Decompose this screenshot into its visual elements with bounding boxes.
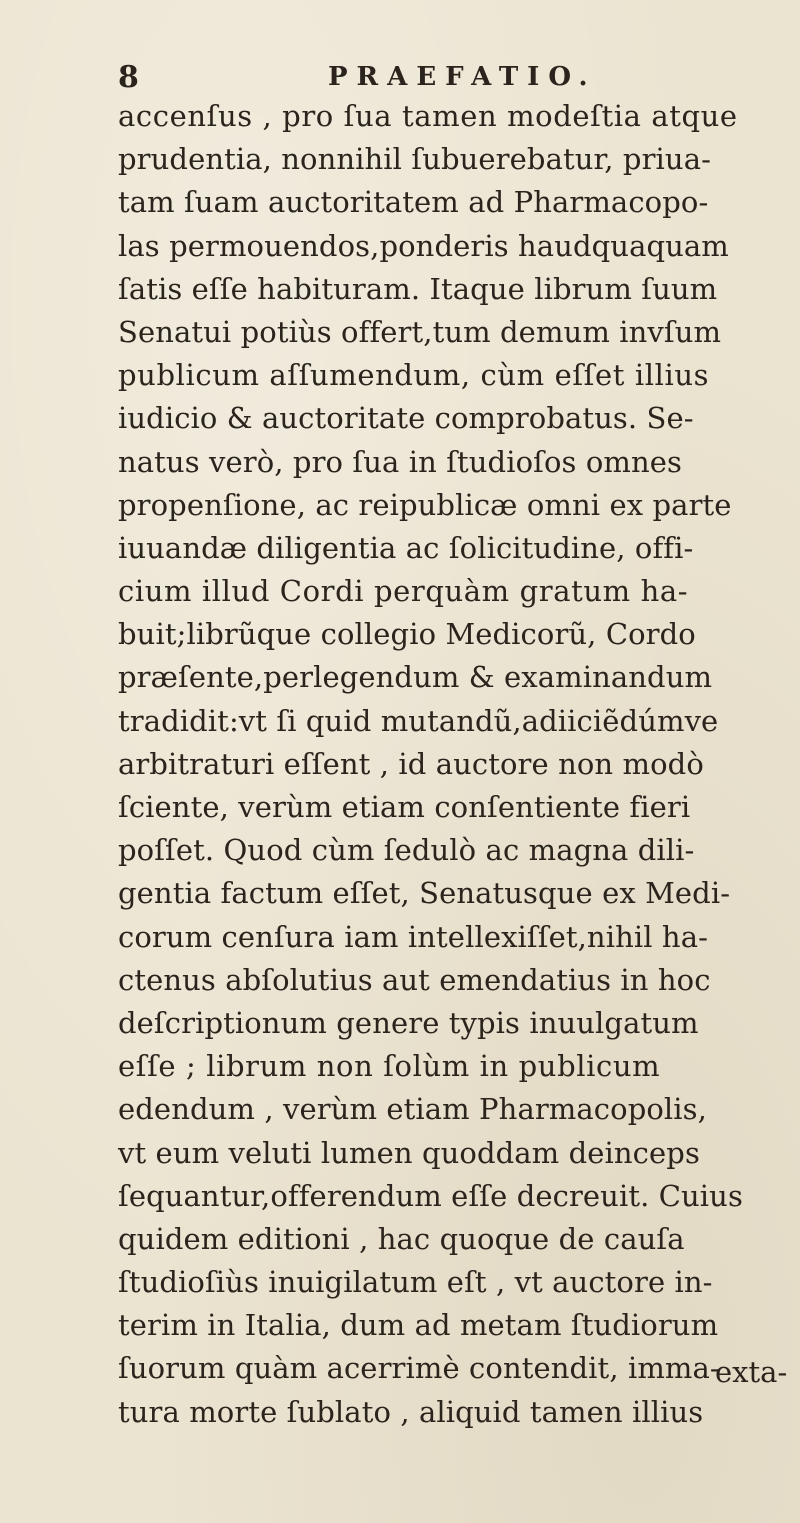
text-line: propenſione, ac reipublicæ omni ex parte <box>118 487 732 522</box>
text-line: ſatis eſſe habituram. Itaque librum ſuum <box>118 271 718 306</box>
text-line: iuuandæ diligentia ac ſolicitudine, offi- <box>118 530 694 565</box>
text-line: præſente,perlegendum & examinandum <box>118 660 713 695</box>
text-line: arbitraturi eſſent , id auctore non modò <box>118 746 704 781</box>
text-line: edendum , verùm etiam Pharmacopolis, <box>118 1092 707 1127</box>
body-text <box>118 95 768 1434</box>
text-line: accenſus , pro ſua tamen modeſtia atque <box>118 99 738 133</box>
text-line: natus verò, pro ſua in ſtudioſos omnes <box>118 444 683 479</box>
text-line: iudicio & auctoritate comprobatus. Se- <box>118 401 694 436</box>
running-head: PRAEFATIO. <box>328 62 597 92</box>
text-line: ſequantur,offerendum eſſe decreuit. Cuius <box>118 1178 743 1213</box>
text-line: prudentia, nonnihil ſubuerebatur, priua- <box>118 142 711 177</box>
text-line: cium illud Cordi perquàm gratum ha- <box>118 574 689 609</box>
text-line: ſuorum quàm acerrimè contendit, imma- <box>118 1351 720 1386</box>
text-line: ctenus abſolutius aut emendatius in hoc <box>118 962 711 997</box>
page-number: 8 <box>118 60 139 95</box>
text-line: quidem editioni , hac quoque de cauſa <box>118 1221 685 1256</box>
text-line: corum cenſura iam intellexiſſet,nihil ha- <box>118 919 708 954</box>
text-line: buit;librũque collegio Medicorũ, Cordo <box>118 617 696 652</box>
text-line: tura morte ſublato , aliquid tamen illius <box>118 1394 704 1429</box>
text-line: deſcriptionum genere typis inuulgatum <box>118 1005 699 1040</box>
page-header <box>118 60 758 100</box>
catchword: exta- <box>715 1355 788 1389</box>
text-line: vt eum veluti lumen quoddam deinceps <box>118 1135 700 1170</box>
text-line: publicum aſſumendum, cùm eſſet illius <box>118 358 710 393</box>
text-line: ſtudioſiùs inuigilatum eſt , vt auctore in- <box>118 1265 713 1300</box>
text-line: las permouendos,ponderis haudquaquam <box>118 228 729 263</box>
text-line: poſſet. Quod cùm ſedulò ac magna dili- <box>118 833 695 868</box>
text-line: eſſe ; librum non ſolùm in publicum <box>118 1049 661 1084</box>
text-line: tradidit:vt ſi quid mutandũ,adiiciẽdúmve <box>118 703 719 738</box>
text-line: tam ſuam auctoritatem ad Pharmacopo- <box>118 185 709 220</box>
text-line: ſciente, verùm etiam conſentiente fieri <box>118 790 691 824</box>
text-line: terim in Italia, dum ad metam ſtudiorum <box>118 1308 719 1343</box>
text-line: Senatui potiùs offert,tum demum invſum <box>118 314 722 349</box>
text-line: gentia factum eſſet, Senatusque ex Medi- <box>118 876 731 911</box>
